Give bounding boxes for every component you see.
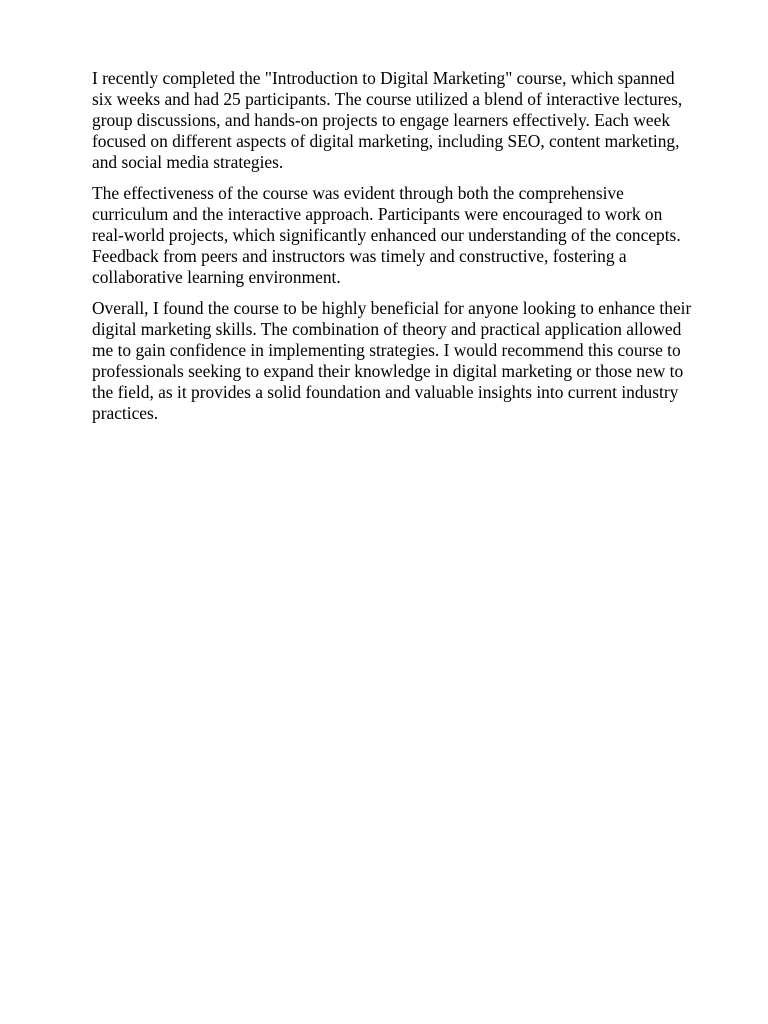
paragraph-overall-recommendation: Overall, I found the course to be highly beneficial for anyone looking to enhance their digital marketing skills. The combination of theory and practical application allowed me to gain confidence in implementing strategies. I would recommend this course to professionals seeking to expand their knowledge in digital marketing or those new to the field, as it provides a solid foundation and valuable insights into current industry practices.: [92, 298, 692, 423]
document-body: [92, 68, 698, 434]
paragraph-course-effectiveness: The effectiveness of the course was evident through both the comprehensive curriculum and the interactive approach. Participants were encouraged to work on real-world projects, which significantly enhanced our understanding of the concepts. Feedback from peers and instructors was timely and constructive, fostering a collaborative learning environment.: [92, 183, 681, 287]
paragraph-course-overview: I recently completed the "Introduction to Digital Marketing" course, which spanned six weeks and had 25 participants. The course utilized a blend of interactive lectures, group discussions, and hands-on projects to engage learners effectively. Each week focused on different aspects of digital marketing, including SEO, content marketing, and social media strategies.: [92, 68, 683, 172]
